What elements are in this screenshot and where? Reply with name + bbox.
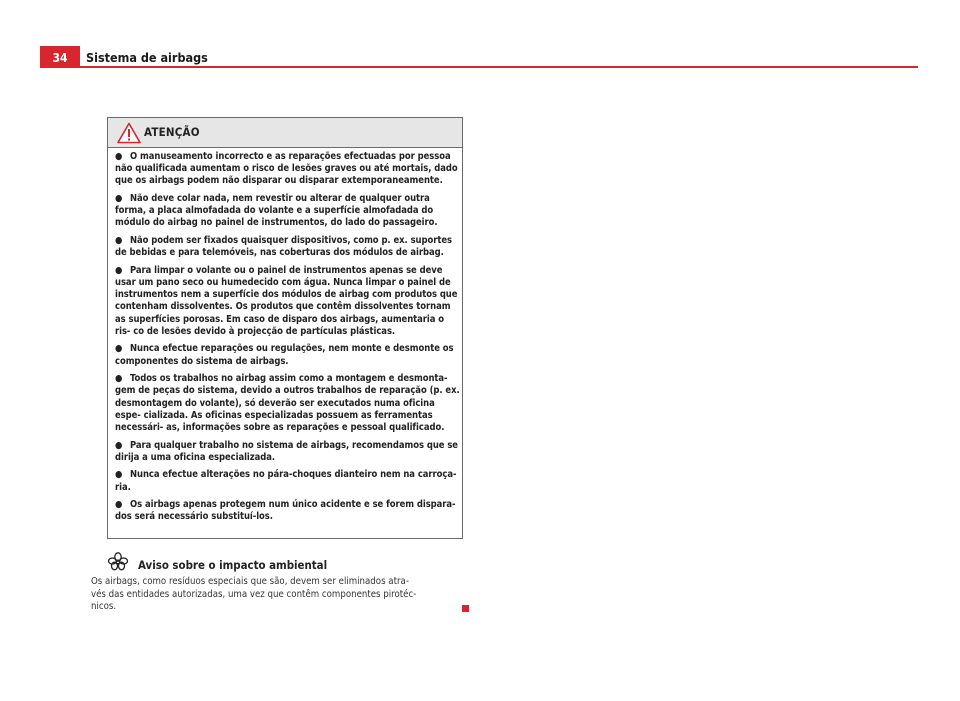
warning-item: ● Nunca efectue alterações no pára-choques dianteiro nem na carroça- ria. <box>115 469 457 493</box>
bullet-icon: ● <box>115 193 123 204</box>
section-end-marker <box>462 605 469 612</box>
bullet-icon: ● <box>115 264 123 276</box>
warning-item: ● Não deve colar nada, nem revestir ou alterar de qualquer outra forma, a placa almofadada do volante e a superfície almofadada do módulo do airbag no painel de instrumentos, do lado do passageiro. <box>115 193 438 229</box>
warning-item: ● Para qualquer trabalho no sistema de airbags, recomendamos que se dirija a uma oficina especializada. <box>115 439 458 463</box>
environment-title: Aviso sobre o impacto ambiental <box>138 558 328 572</box>
bullet-icon: ● <box>115 439 123 451</box>
warning-item: ● Todos os trabalhos no airbag assim como a montagem e desmonta- gem de peças do sistema, devido a outros trabalhos de reparação (p. ex. desmontagem do volante), só deverão ser executados numa oficina espe- cializada. As oficinas especializadas possuem as ferramentas necessári- as, informações sobre as reparações e pessoal qualificado. <box>115 373 460 434</box>
environment-text-line: vés das entidades autorizadas, uma vez que contêm componentes pirotéc- <box>91 588 417 600</box>
warning-item: ● Nunca efectue reparações ou regulações, nem monte e desmonte os componentes do sistema de airbags. <box>115 343 454 367</box>
warning-item: ● Para limpar o volante ou o painel de instrumentos apenas se deve usar um pano seco ou humedecido com água. Nunca limpar o painel de instrumentos nem a superfície dos módulos de airbag com produtos que contenham dissolventes. Os produtos que contêm dissolventes tornam as superfícies porosas. Em caso de disparo dos airbags, aumentaria o ris- co de lesões devido à projecção de partículas plásticas. <box>115 264 458 337</box>
bullet-icon: ● <box>115 235 123 246</box>
bullet-icon: ● <box>115 151 123 162</box>
environment-text-line: Os airbags, como resíduos especiais que são, devem ser eliminados atra- <box>91 576 409 587</box>
bullet-icon: ● <box>115 499 123 511</box>
environment-text <box>91 576 461 614</box>
page-number: 34 <box>40 46 80 68</box>
bullet-icon: ● <box>115 373 123 385</box>
flower-icon <box>107 552 129 572</box>
warning-box <box>107 117 463 539</box>
page-title: Sistema de airbags <box>86 50 208 65</box>
warning-triangle-icon <box>117 122 141 144</box>
environment-text-line: nicos. <box>91 601 117 613</box>
warning-item: ● Os airbags apenas protegem num único acidente e se forem dispara- dos será necessário substituí-los. <box>115 499 456 523</box>
warning-header <box>108 118 462 148</box>
header-rule <box>40 66 918 68</box>
bullet-icon: ● <box>115 469 123 481</box>
warning-item: ● Não podem ser fixados quaisquer dispositivos, como p. ex. suportes de bebidas e para telemóveis, nas coberturas dos módulos de airbag. <box>115 235 452 259</box>
bullet-icon: ● <box>115 343 123 355</box>
warning-title: ATENÇÃO <box>144 125 200 139</box>
warning-list <box>115 151 460 529</box>
warning-item: ● O manuseamento incorrecto e as reparações efectuadas por pessoa não qualificada aumentam o risco de lesões graves ou até mortais, dado que os airbags podem não disparar ou disparar extemporaneamente. <box>115 151 458 187</box>
page-header <box>40 46 918 68</box>
